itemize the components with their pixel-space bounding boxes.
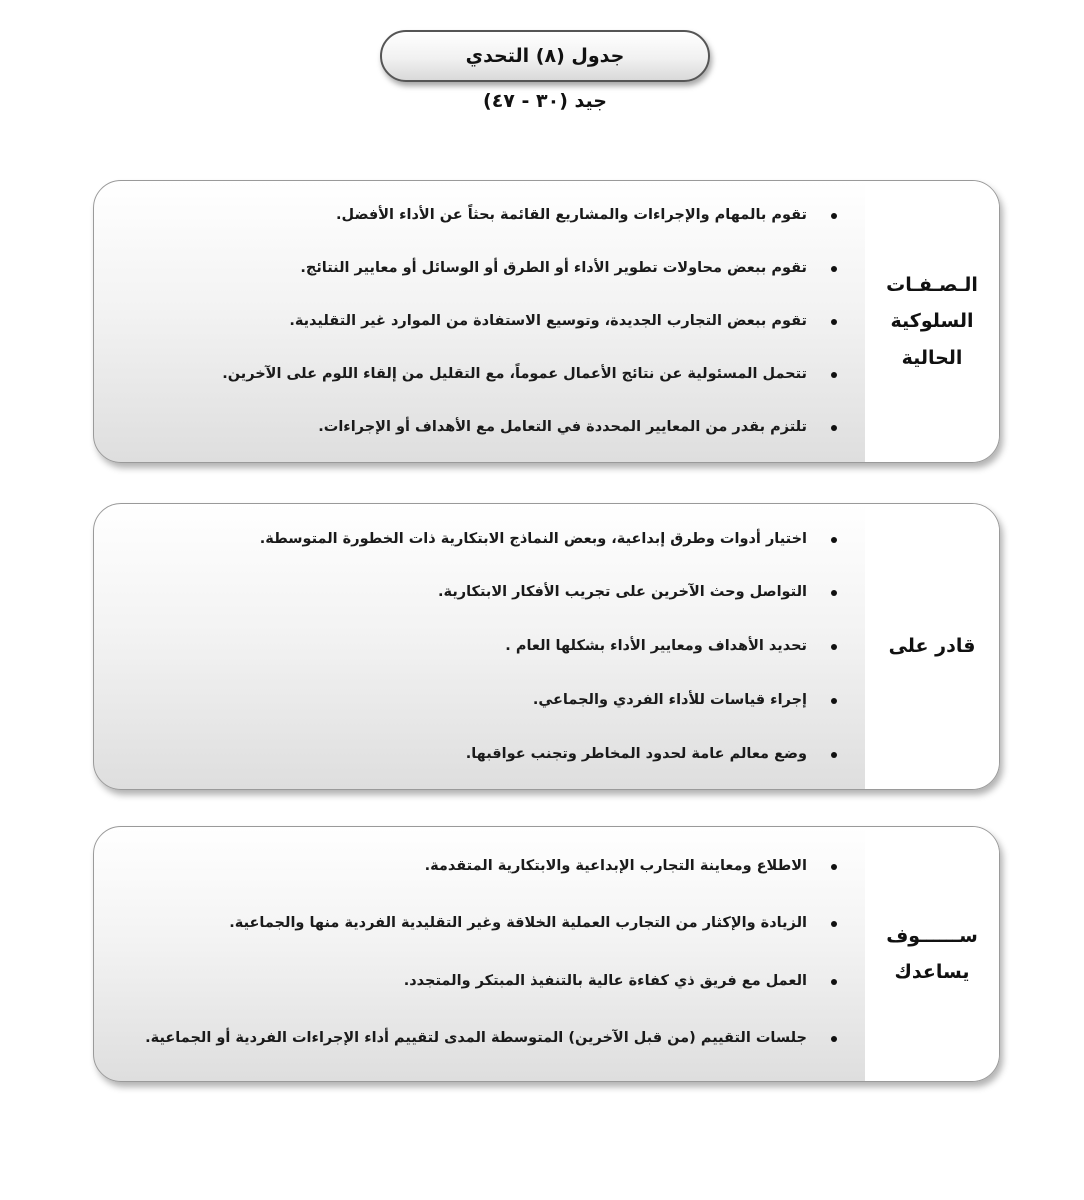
section-items (94, 181, 865, 462)
bullet-icon (829, 588, 839, 598)
section-items (94, 827, 865, 1081)
section-label-line: الحالية (901, 346, 963, 369)
list-item-text: تقوم بالمهام والإجراءات والمشاريع القائمة بحثاً عن الأداء الأفضل. (336, 207, 807, 224)
list-item (112, 204, 839, 226)
bullet-icon (829, 317, 839, 327)
section-label-line: قادر على (888, 635, 976, 658)
section-label-line: يساعدك (894, 961, 970, 983)
bullet-icon (829, 919, 839, 929)
section-label (865, 504, 999, 789)
list-item-text: إجراء قياسات للأداء الفردي والجماعي. (532, 692, 807, 709)
list-item-text: جلسات التقييم (من قبل الآخرين) المتوسطة المدى لتقييم أداء الإجراءات الفردية أو الجماعية. (145, 1030, 807, 1047)
list-item-text: وضع معالم عامة لحدود المخاطر وتجنب عواقبها. (465, 745, 807, 762)
bullet-icon (829, 750, 839, 760)
list-item (112, 257, 839, 279)
list-item (112, 970, 839, 992)
list-item (112, 416, 839, 438)
list-item (112, 528, 839, 550)
list-item-text: تقوم ببعض محاولات تطوير الأداء أو الطرق أو الوسائل أو معايير النتائج. (300, 260, 807, 277)
list-item-text: التواصل وحث الآخرين على تجريب الأفكار الابتكارية. (438, 584, 807, 601)
list-item-text: تلتزم بقدر من المعايير المحددة في التعامل مع الأهداف أو الإجراءات. (318, 419, 807, 436)
list-item-text: تحديد الأهداف ومعايير الأداء بشكلها العام . (505, 638, 807, 655)
bullet-icon (829, 642, 839, 652)
bullet-icon (829, 370, 839, 380)
list-item (112, 855, 839, 877)
list-item-text: العمل مع فريق ذي كفاءة عالية بالتنفيذ المبتكر والمتجدد. (403, 972, 807, 989)
bullet-icon (829, 696, 839, 706)
section-will-help-you (93, 826, 1000, 1082)
list-item-text: تتحمل المسئولية عن نتائج الأعمال عموماً، مع التقليل من إلقاء اللوم على الآخرين. (222, 366, 807, 383)
section-label-line: السلوكية (890, 310, 974, 333)
bullet-icon (829, 535, 839, 545)
table-title-box (380, 30, 710, 82)
table-title: جدول (٨) التحدي (465, 45, 625, 67)
bullet-icon (829, 977, 839, 987)
list-item (112, 1027, 839, 1049)
bullet-icon (829, 264, 839, 274)
list-item (112, 581, 839, 603)
bullet-icon (829, 211, 839, 221)
list-item-text: الزيادة والإكثار من التجارب العملية الخلاقة وغير التقليدية الفردية منها والجماعية. (229, 915, 807, 932)
list-item-text: تقوم ببعض التجارب الجديدة، وتوسيع الاستفادة من الموارد غير التقليدية. (289, 313, 807, 330)
list-item (112, 689, 839, 711)
section-current-behaviors (93, 180, 1000, 463)
section-label (865, 827, 999, 1081)
section-label-line: الـصـفـات (886, 274, 978, 297)
list-item (112, 363, 839, 385)
list-item (112, 635, 839, 657)
bullet-icon (829, 423, 839, 433)
bullet-icon (829, 1034, 839, 1044)
list-item (112, 912, 839, 934)
section-label (865, 181, 999, 462)
list-item-text: اختيار أدوات وطرق إبداعية، وبعض النماذج الابتكارية ذات الخطورة المتوسطة. (259, 530, 807, 547)
list-item-text: الاطلاع ومعاينة التجارب الإبداعية والابتكارية المتقدمة. (424, 857, 807, 874)
list-item (112, 743, 839, 765)
section-label-line: ســــــوف (886, 924, 978, 947)
section-capable-of (93, 503, 1000, 790)
list-item (112, 310, 839, 332)
rating-subtitle: جيد (٣٠ - ٤٧) (483, 90, 607, 112)
bullet-icon (829, 862, 839, 872)
section-items (94, 504, 865, 789)
